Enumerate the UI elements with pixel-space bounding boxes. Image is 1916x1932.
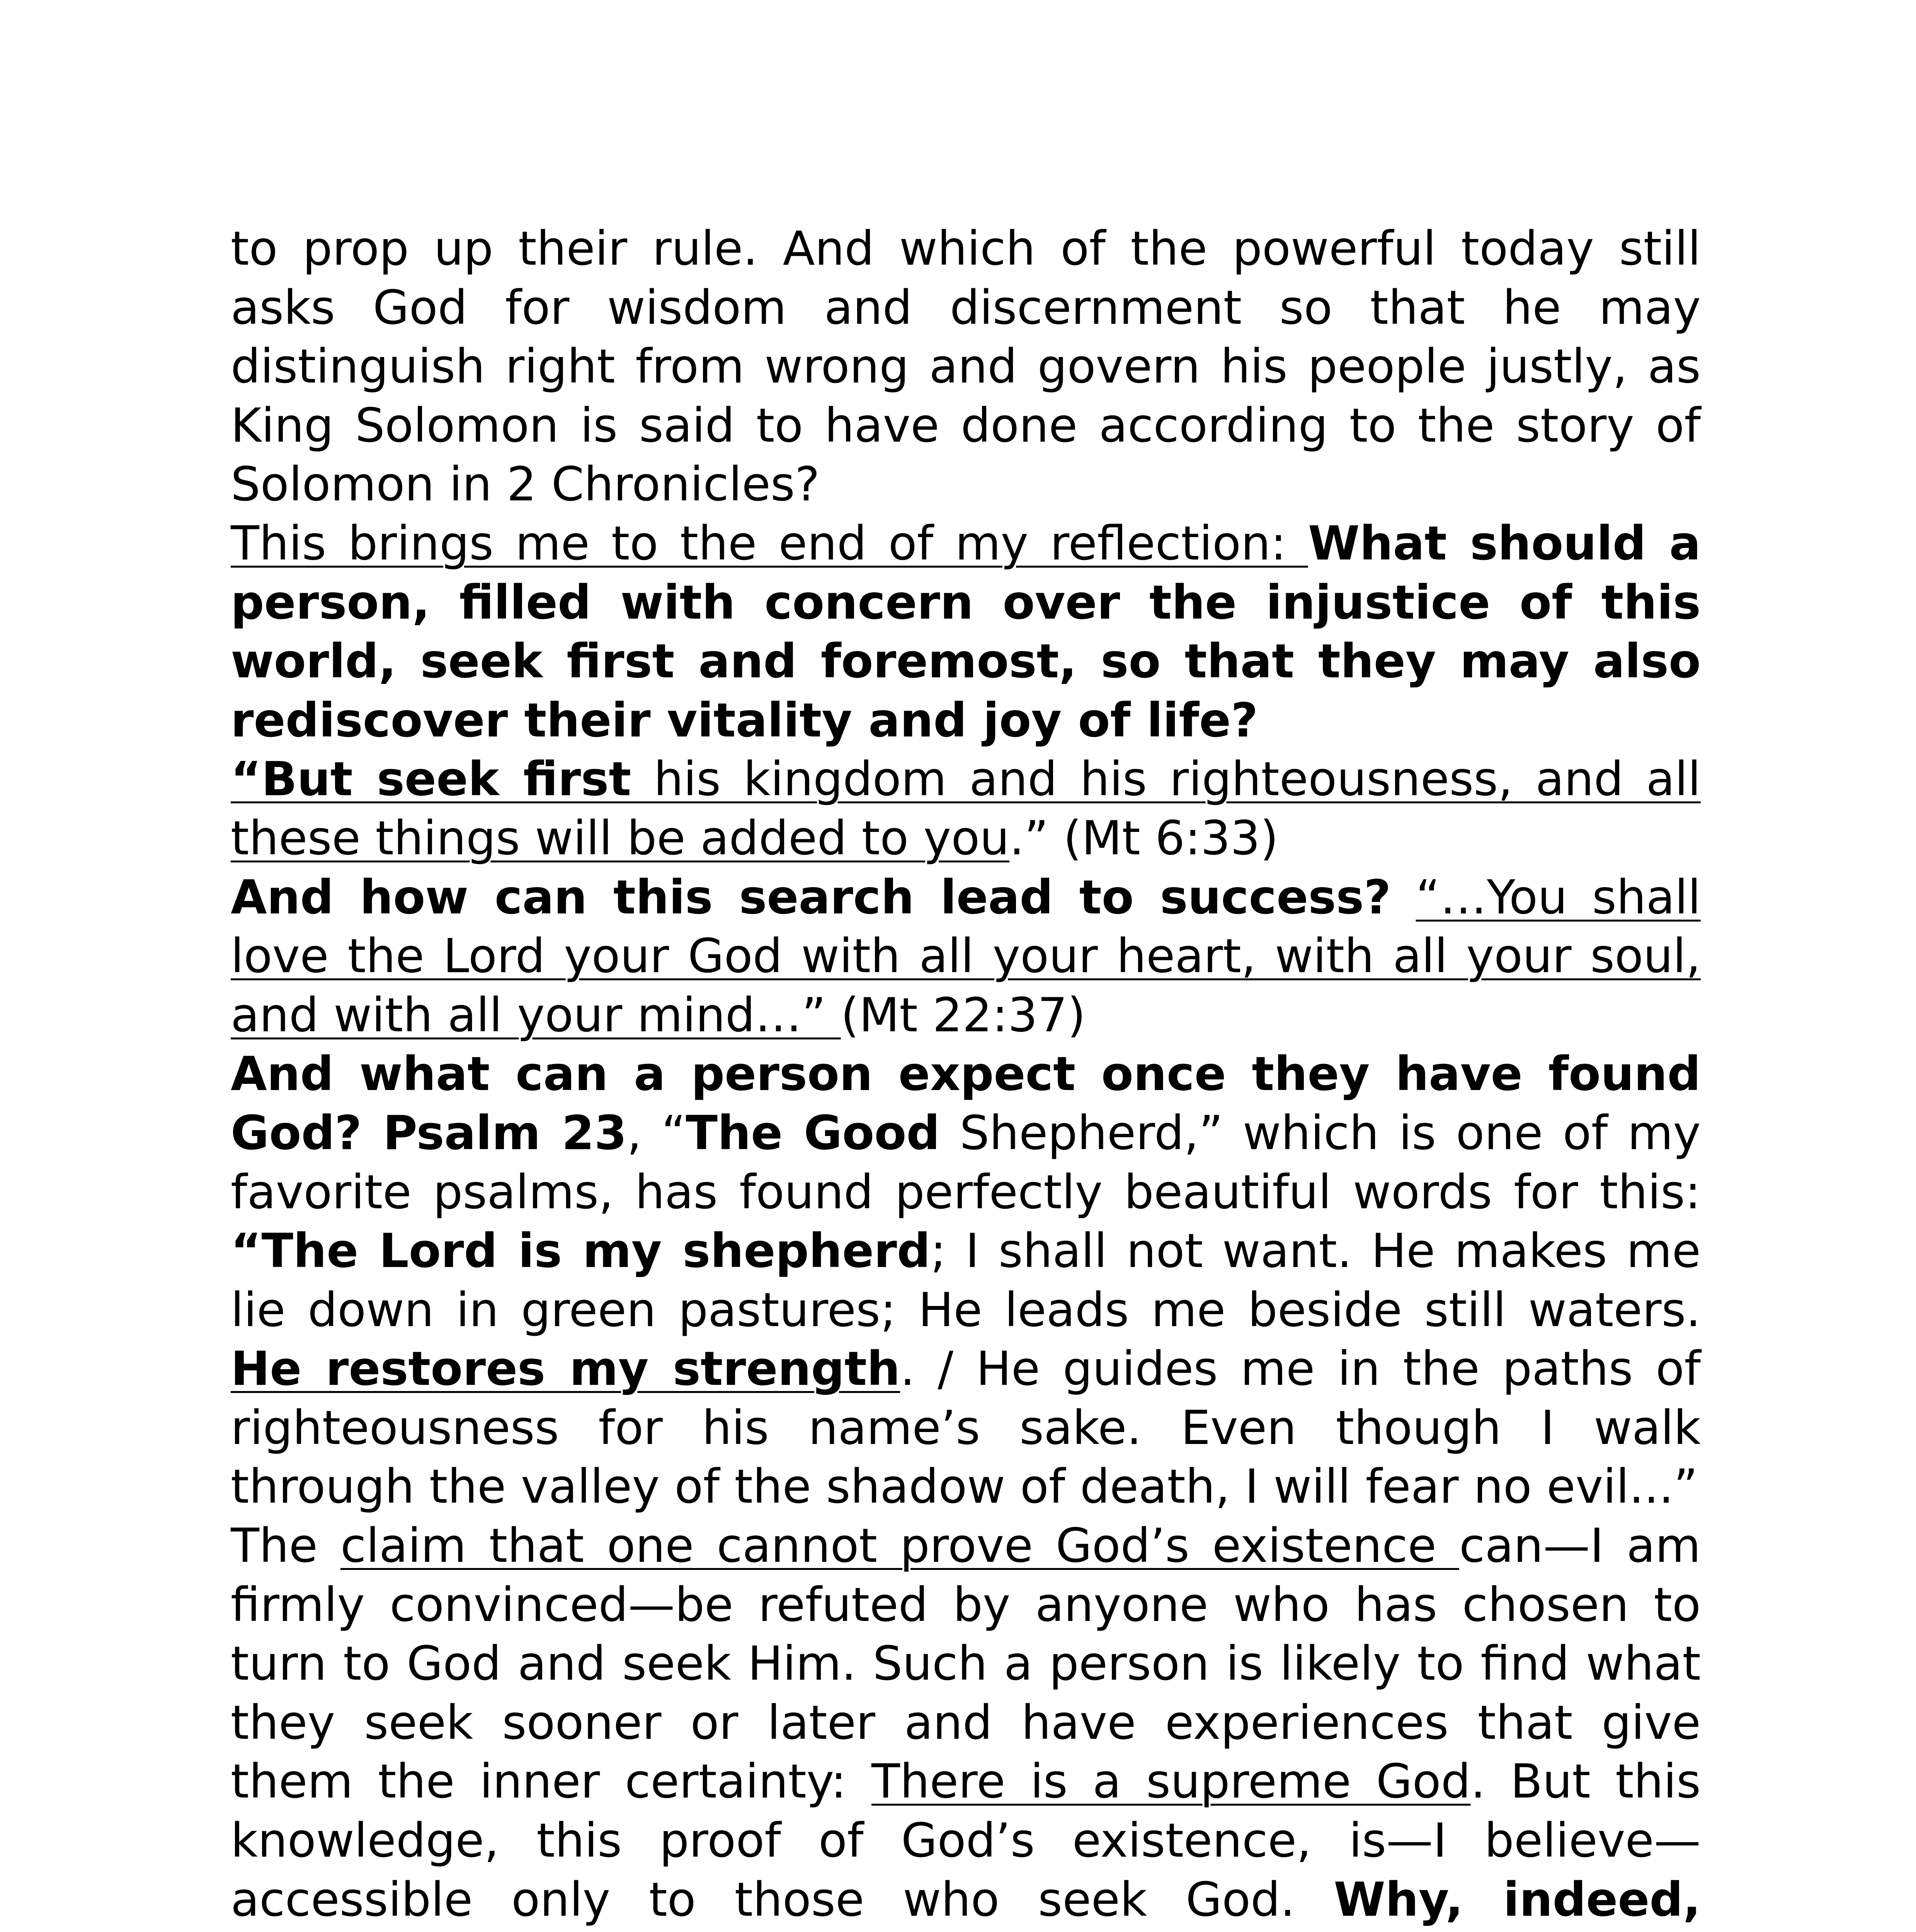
bold-text: And what can a person expect once they have found God? Psalm 23	[231, 1047, 1701, 1160]
bold-question: Why, indeed,	[1334, 1872, 1701, 1927]
paragraph-text: to prop up their rule. And which of the powerful today still asks God for wisdom and discernment so that he may distinguish right from wrong and govern his people justly, as King Solomon is said to have done according to the story of Solomon in 2 Chronicles?	[231, 221, 1701, 512]
text: ; I shall not want. He makes me lie down in green pastures; He leads me beside still waters.	[231, 1224, 1701, 1337]
text: The	[231, 1519, 340, 1573]
citation: (Mt 22:37)	[841, 988, 1086, 1043]
paragraph-seek-first-quote	[231, 750, 1701, 868]
bold-text: The Good	[686, 1105, 940, 1160]
bold-underlined-text	[231, 1342, 900, 1396]
paragraph-psalm-23	[231, 1045, 1701, 1517]
bold-question: What should a person, filled with concern over the injustice of this world, seek first and foremost, so that they may also rediscover their vitality and joy of life?	[231, 516, 1701, 748]
text: can—I am firmly convinced—be refuted by anyone who has chosen to turn to God and seek Him. Such a person is likely to find what they seek sooner or later and have experiences that give them the inner certainty:	[231, 1519, 1701, 1809]
bold-text: He restores my strength	[231, 1342, 900, 1396]
citation: .” (Mt 6:33)	[1009, 811, 1279, 866]
text: , “	[627, 1105, 686, 1160]
underlined-text: claim that one cannot prove God’s existence	[340, 1519, 1459, 1573]
underlined-quote: “…You shall love the Lord your God with all your heart, with all your soul, and with all your mind…”	[231, 870, 1701, 1043]
bold-text: “The Lord is my shepherd	[231, 1224, 931, 1279]
text: . / He guides me in the paths of righteousness for his name’s sake. Even though I walk through the valley of the shadow of death, I will fear no evil...”	[231, 1342, 1701, 1514]
text: Shepherd,” which is one of my favorite psalms, has found perfectly beautiful words for this:	[231, 1105, 1701, 1219]
space	[1391, 870, 1416, 925]
bold-underlined-text	[231, 752, 631, 806]
paragraph-proof-of-god	[231, 1517, 1701, 1932]
bold-text: “But seek first	[231, 752, 631, 807]
underlined-text: There is a supreme God	[871, 1754, 1471, 1809]
bold-question: And how can this search lead to success?	[231, 870, 1391, 925]
paragraph-solomon	[231, 219, 1701, 514]
paragraph-reflection-question	[231, 514, 1701, 750]
underlined-text: This brings me to the end of my reflection:	[231, 516, 1308, 571]
page-body	[231, 219, 1701, 1932]
paragraph-search-success	[231, 868, 1701, 1045]
underlined-text: his kingdom and his righteousness, and all these things will be added to you	[231, 752, 1701, 866]
text: . But this knowledge, this proof of God’s existence, is—I believe—accessible only to those who seek God.	[231, 1754, 1701, 1927]
